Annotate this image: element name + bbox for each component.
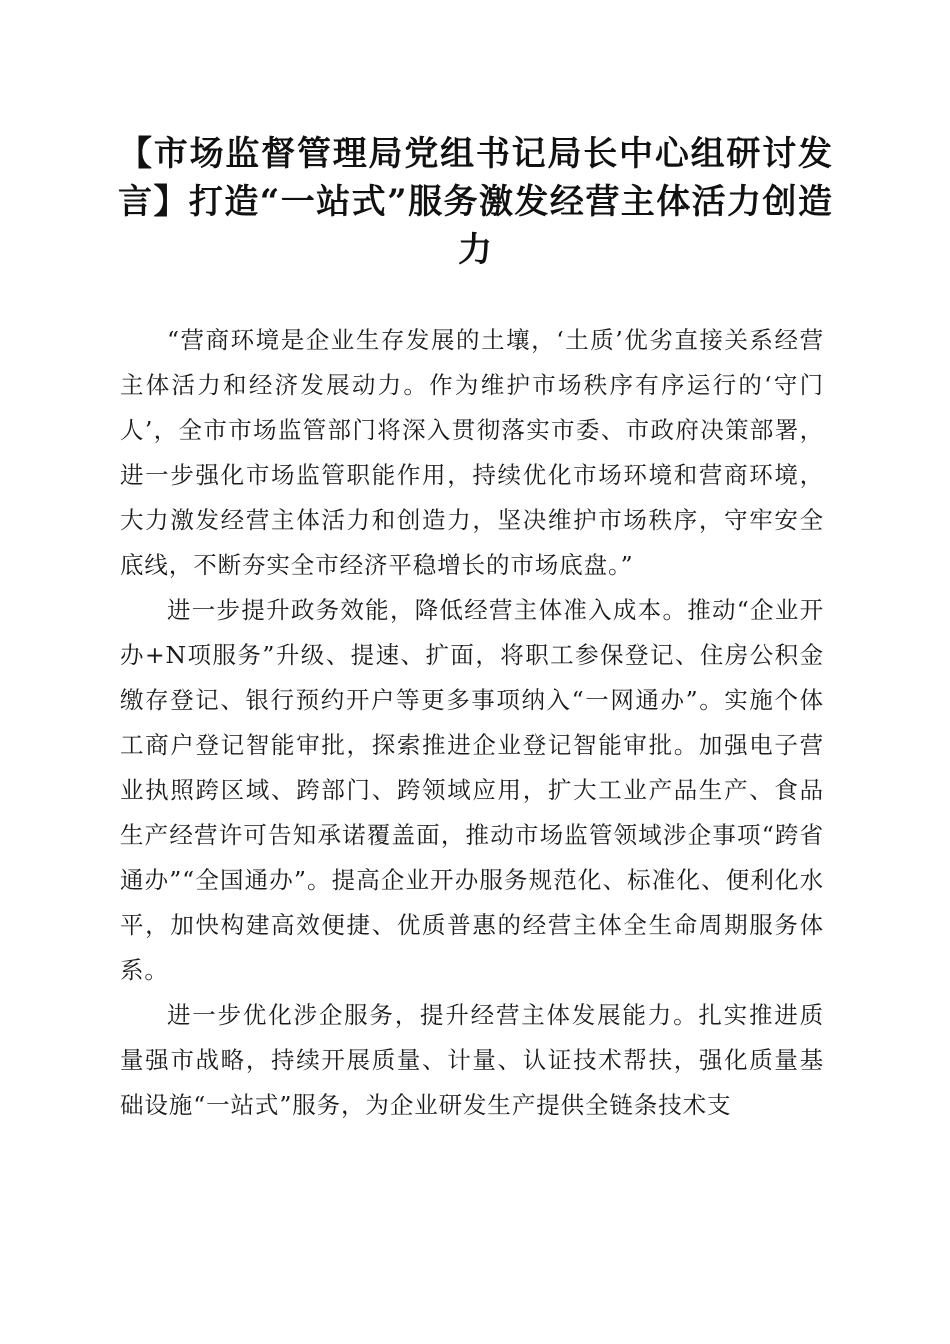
paragraph-intro-quote: “营商环境是企业生存发展的土壤，‘土质’优劣直接关系经营主体活力和经济发展动力。作为维护市场秩序有序运行的‘守门人’，全市市场监管部门将深入贯彻落实市委、市政府决策部署，进一步强化市场监管职能作用，持续优化市场环境和营商环境，大力激发经营主体活力和创造力，坚决维护市场秩序，守牢安全底线，不断夯实全市经济平稳增长的市场底盘。”: [120, 326, 824, 579]
document-body: [120, 318, 824, 1128]
paragraph-government-efficiency: 进一步提升政务效能，降低经营主体准入成本。推动“企业开办+N项服务”升级、提速、扩面，将职工参保登记、住房公积金缴存登记、银行预约开户等更多事项纳入“一网通办”。实施个体工商户登记智能审批，探索推进企业登记智能审批。加强电子营业执照跨区域、跨部门、跨领域应用，扩大工业产品生产、食品生产经营许可告知承诺覆盖面，推动市场监管领域涉企事项“跨省通办”“全国通办”。提高企业开办服务规范化、标准化、便利化水平，加快构建高效便捷、优质普惠的经营主体全生命周期服务体系。: [120, 596, 824, 984]
document-title: 【市场监督管理局党组书记局长中心组研讨发言】打造“一站式”服务激发经营主体活力创造力: [118, 134, 832, 270]
paragraph-enterprise-services: 进一步优化涉企服务，提升经营主体发展能力。扎实推进质量强市战略，持续开展质量、计量、认证技术帮扶，强化质量基础设施“一站式”服务，为企业研发生产提供全链条技术支: [120, 1001, 824, 1119]
